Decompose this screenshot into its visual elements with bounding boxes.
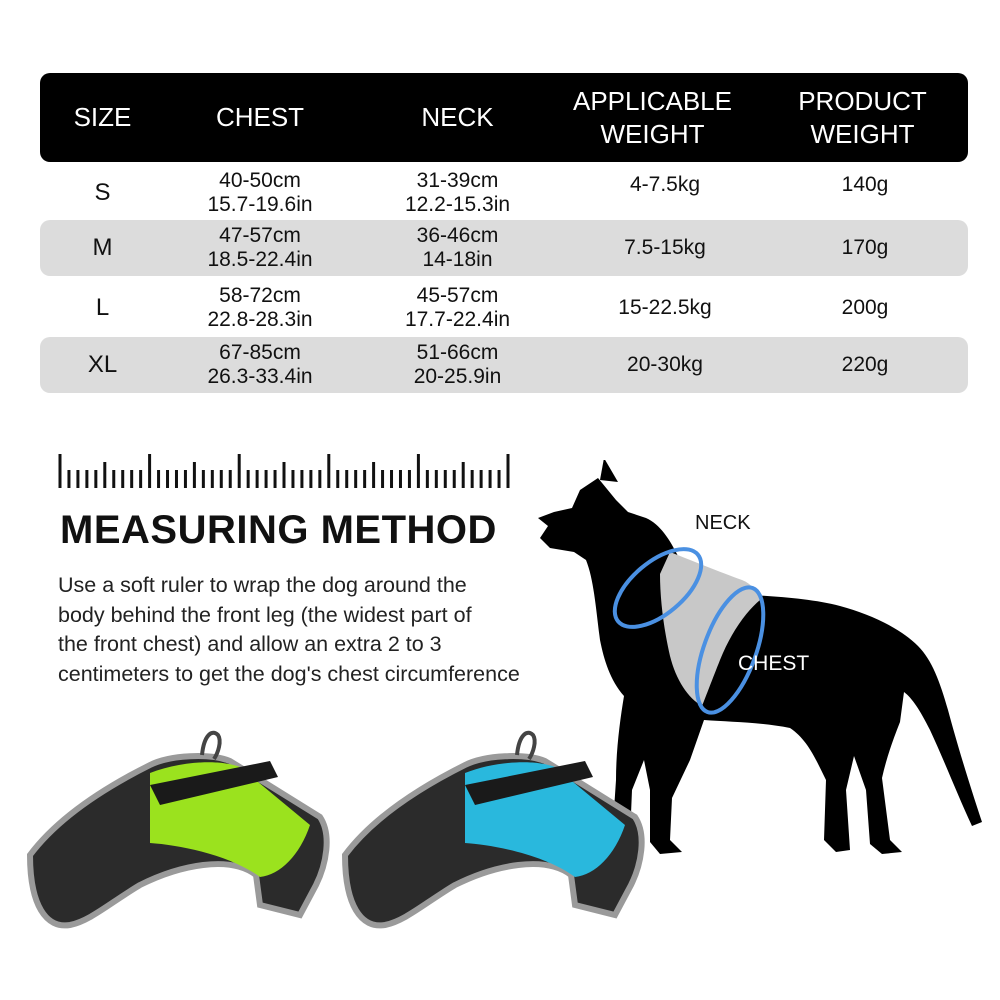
- chest-in: 15.7-19.6in: [207, 193, 313, 216]
- cell-product-weight: 220g: [841, 353, 889, 376]
- cell-product-weight: 170g: [841, 236, 889, 259]
- chest-in: 26.3-33.4in: [207, 365, 313, 388]
- measuring-method-title: MEASURING METHOD: [60, 508, 497, 552]
- chest-cm: 40-50cm: [219, 169, 301, 192]
- neck-cm: 36-46cm: [416, 224, 499, 247]
- table-row-s: [40, 165, 968, 221]
- chest-label: CHEST: [738, 652, 810, 675]
- cell-size: XL: [87, 351, 118, 378]
- neck-in: 17.7-22.4in: [404, 308, 511, 331]
- neck-cm: 51-66cm: [416, 341, 499, 364]
- cell-neck: [370, 280, 545, 336]
- measuring-method-text: [58, 571, 578, 689]
- cell-product-weight: 200g: [841, 296, 889, 319]
- table-row-xl: [40, 337, 968, 393]
- cell-applicable-weight: 20-30kg: [627, 353, 703, 376]
- cell-chest: [175, 337, 345, 393]
- harness-icon: [30, 733, 327, 926]
- neck-in: 12.2-15.3in: [404, 193, 511, 216]
- neck-in: 20-25.9in: [413, 365, 502, 388]
- size-table-header: [40, 73, 968, 162]
- chest-in: 22.8-28.3in: [207, 308, 313, 331]
- cell-neck: [370, 220, 545, 276]
- neck-in: 14-18in: [422, 248, 493, 271]
- header-applicable-weight: APPLICABLE WEIGHT: [573, 85, 732, 149]
- cell-size: S: [94, 179, 111, 206]
- harness-icon: [345, 733, 642, 926]
- cell-applicable-weight: 4-7.5kg: [629, 173, 701, 196]
- cell-size: M: [92, 234, 113, 261]
- cell-chest: [175, 165, 345, 221]
- harness-image-blue: [335, 725, 655, 935]
- cell-applicable-weight: 7.5-15kg: [624, 236, 706, 259]
- header-size: SIZE: [73, 102, 132, 132]
- method-text-line: Use a soft ruler to wrap the dog around the: [58, 573, 467, 597]
- header-chest: CHEST: [215, 102, 305, 132]
- cell-chest: [175, 280, 345, 336]
- cell-product-weight: 140g: [841, 173, 889, 196]
- cell-applicable-weight: 15-22.5kg: [618, 296, 712, 319]
- neck-cm: 31-39cm: [416, 169, 499, 192]
- cell-size: L: [95, 294, 110, 321]
- neck-cm: 45-57cm: [416, 284, 499, 307]
- cell-neck: [370, 337, 545, 393]
- cell-chest: [175, 220, 345, 276]
- method-text-line: the front chest) and allow an extra 2 to 3: [58, 632, 442, 656]
- header-neck: NECK: [421, 102, 494, 132]
- chest-cm: 58-72cm: [219, 284, 301, 307]
- neck-label: NECK: [695, 512, 751, 534]
- method-text-line: body behind the front leg (the widest part of: [58, 602, 472, 627]
- chest-cm: 47-57cm: [219, 224, 301, 247]
- cell-neck: [370, 165, 545, 221]
- chest-cm: 67-85cm: [219, 341, 301, 364]
- harness-image-lime: [20, 725, 340, 935]
- ruler-icon: [58, 452, 510, 492]
- chest-in: 18.5-22.4in: [207, 248, 313, 271]
- header-product-weight: PRODUCT WEIGHT: [798, 85, 927, 149]
- method-text-line: centimeters to get the dog's chest circumference: [58, 661, 520, 686]
- table-row-m: [40, 220, 968, 276]
- table-row-l: [40, 280, 968, 336]
